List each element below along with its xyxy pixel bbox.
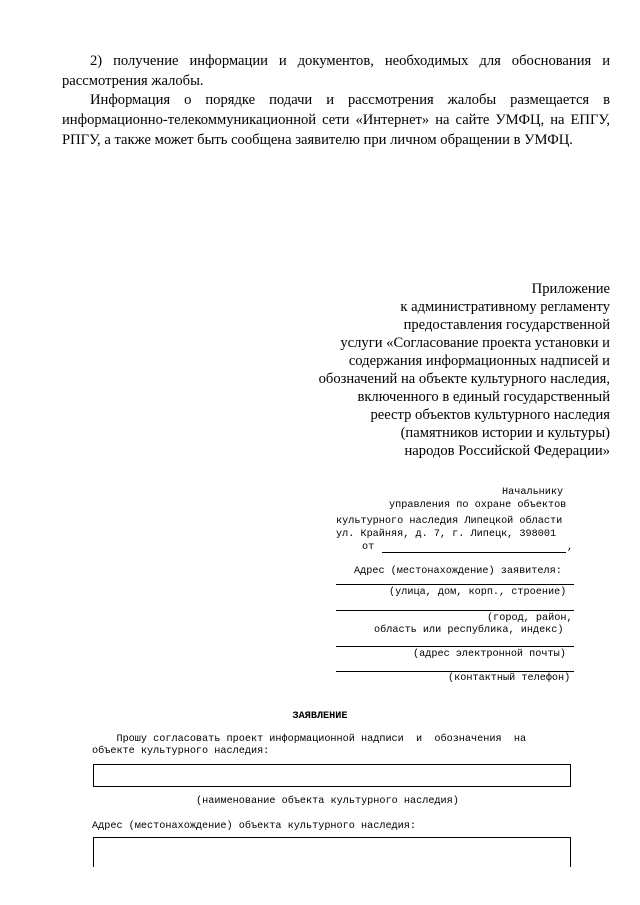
addressee-title: Начальнику xyxy=(502,487,564,498)
appendix-line: (памятников истории и культуры) xyxy=(400,425,610,441)
applicant-city-line[interactable] xyxy=(336,610,574,611)
email-hint: (адрес электронной почты) xyxy=(413,649,566,660)
object-address-field[interactable] xyxy=(93,837,571,867)
applicant-address-label: Адрес (местонахождение) заявителя: xyxy=(354,566,562,577)
object-name-field[interactable] xyxy=(93,764,571,787)
addressee-address: ул. Крайняя, д. 7, г. Липецк, 398001 xyxy=(336,529,557,540)
appendix-line: включенного в единый государственный xyxy=(357,389,610,405)
from-name-line[interactable] xyxy=(382,552,566,553)
applicant-phone-line[interactable] xyxy=(336,671,574,672)
appendix-line: услуги «Согласование проекта установки и xyxy=(340,335,610,351)
appendix-line: обозначений на объекте культурного наследия, xyxy=(318,371,610,387)
appendix-line: к административному регламенту xyxy=(400,299,610,315)
street-hint: (улица, дом, корп., строение) xyxy=(389,587,567,598)
from-label: от xyxy=(362,542,375,553)
region-hint: область или республика, индекс) xyxy=(374,625,564,636)
appendix-line: народов Российской Федерации» xyxy=(404,443,610,459)
applicant-email-line[interactable] xyxy=(336,646,574,647)
paragraph-complaint-info: 2) получение информации и документов, необходимых для обоснования и рассмотрения жалобы. xyxy=(62,53,610,89)
object-address-label: Адрес (местонахождение) объекта культурного наследия: xyxy=(92,821,417,832)
applicant-street-line[interactable] xyxy=(336,584,574,585)
appendix-line: содержания информационных надписей и xyxy=(348,353,610,369)
city-hint: (город, район, xyxy=(487,613,573,624)
from-comma: , xyxy=(567,542,574,553)
addressee-department-region: культурного наследия Липецкой области xyxy=(336,516,563,527)
appendix-heading xyxy=(270,280,610,460)
request-text-line2: объекте культурного наследия: xyxy=(92,746,270,757)
appendix-line: реестр объектов культурного наследия xyxy=(370,407,610,423)
object-name-hint: (наименование объекта культурного наследия) xyxy=(196,796,459,807)
appendix-line: предоставления государственной xyxy=(403,317,610,333)
phone-hint: (контактный телефон) xyxy=(448,673,571,684)
appendix-line: Приложение xyxy=(531,281,610,297)
addressee-department: управления по охране объектов xyxy=(389,500,567,511)
request-text-line1: Прошу согласовать проект информационной надписи и обозначения на xyxy=(92,734,527,745)
statement-title: ЗАЯВЛЕНИЕ xyxy=(292,711,348,722)
paragraph-complaint-procedure: Информация о порядке подачи и рассмотрения жалобы размещается в информационно-телекоммуникационной сети «Интернет» на сайте УМФЦ, на ЕПГУ, РПГУ, а также может быть сообщена заявителю при личном обращении в УМФЦ. xyxy=(62,92,610,148)
